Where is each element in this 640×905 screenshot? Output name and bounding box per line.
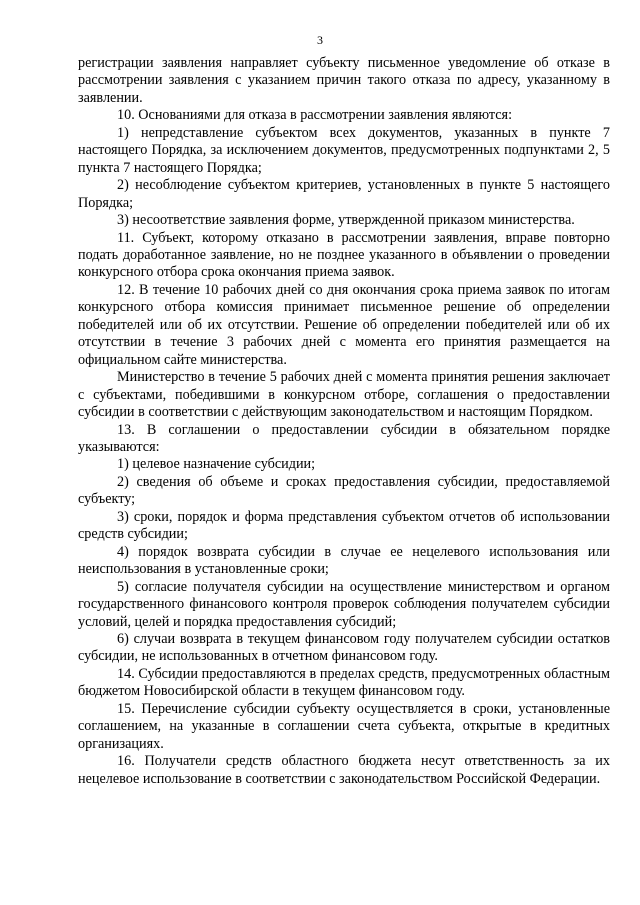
paragraph-11: 11. Субъект, которому отказано в рассмотрении заявления, вправе повторно подать доработанное заявление, но не позднее указанного в объявлении о проведении конкурсного отбора срока окончания приема заявок. bbox=[78, 229, 610, 281]
page-number: 3 bbox=[317, 33, 323, 47]
document-body bbox=[78, 55, 610, 788]
paragraph-16: 16. Получатели средств областного бюджета несут ответственность за их нецелевое использование в соответствии с законодательством Российской Федерации. bbox=[78, 753, 610, 787]
paragraph-13-item-3: 3) сроки, порядок и форма представления субъектом отчетов об использовании средств субсидии; bbox=[78, 508, 610, 543]
paragraph-13: 13. В соглашении о предоставлении субсидии в обязательном порядке указываются: bbox=[78, 421, 610, 455]
paragraph-12: 12. В течение 10 рабочих дней со дня окончания срока приема заявок по итогам конкурсного отбора комиссия принимает письменное решение об определении победителей или об их отсутствии. Решение об определении победителей или об их отсутствии в течение 3 рабочих дней с момента его принятия размещается на официальном сайте министерства. bbox=[78, 281, 610, 368]
paragraph-10-item-2: 2) несоблюдение субъектом критериев, установленных в пункте 5 настоящего Порядка; bbox=[78, 177, 610, 211]
paragraph-13-item-4: 4) порядок возврата субсидии в случае ее нецелевого использования или неиспользования в установленные сроки; bbox=[78, 543, 610, 578]
paragraph-13-item-5: 5) согласие получателя субсидии на осуществление министерством и органом государственного финансового контроля проверок соблюдения получателем субсидии условий, целей и порядка предоставления субсидий; bbox=[78, 578, 610, 630]
paragraph-15: 15. Перечисление субсидии субъекту осуществляется в сроки, установленные соглашением, на указанные в соглашении счета субъекта, открытые в кредитных организациях. bbox=[78, 700, 610, 752]
paragraph-10-item-3: 3) несоответствие заявления форме, утвержденной приказом министерства. bbox=[117, 212, 575, 229]
paragraph-13-item-6: 6) случаи возврата в текущем финансовом году получателем субсидии остатков субсидии, не использованных в отчетном финансовом году. bbox=[78, 630, 610, 665]
paragraph-14: 14. Субсидии предоставляются в пределах средств, предусмотренных областным бюджетом Новосибирской области в текущем финансовом году. bbox=[78, 665, 610, 700]
paragraph-12-continuation: Министерство в течение 5 рабочих дней с момента принятия решения заключает с субъектами, победившими в конкурсном отборе, соглашения о предоставлении субсидии в соответствии с действующим законодательством и настоящим Порядком. bbox=[78, 369, 610, 421]
paragraph-13-item-1: 1) целевое назначение субсидии; bbox=[117, 456, 316, 473]
paragraph-10: 10. Основаниями для отказа в рассмотрении заявления являются: bbox=[117, 107, 513, 124]
paragraph-13-item-2: 2) сведения об объеме и сроках предоставления субсидии, предоставляемой субъекту; bbox=[78, 473, 610, 508]
paragraph-10-item-1: 1) непредставление субъектом всех документов, указанных в пункте 7 настоящего Порядка, за исключением документов, предусмотренных подпунктами 2, 5 пункта 7 настоящего Порядка; bbox=[78, 124, 610, 176]
paragraph-continuation: регистрации заявления направляет субъекту письменное уведомление об отказе в рассмотрении заявления с указанием причин такого отказа по адресу, указанному в заявлении. bbox=[78, 55, 610, 106]
